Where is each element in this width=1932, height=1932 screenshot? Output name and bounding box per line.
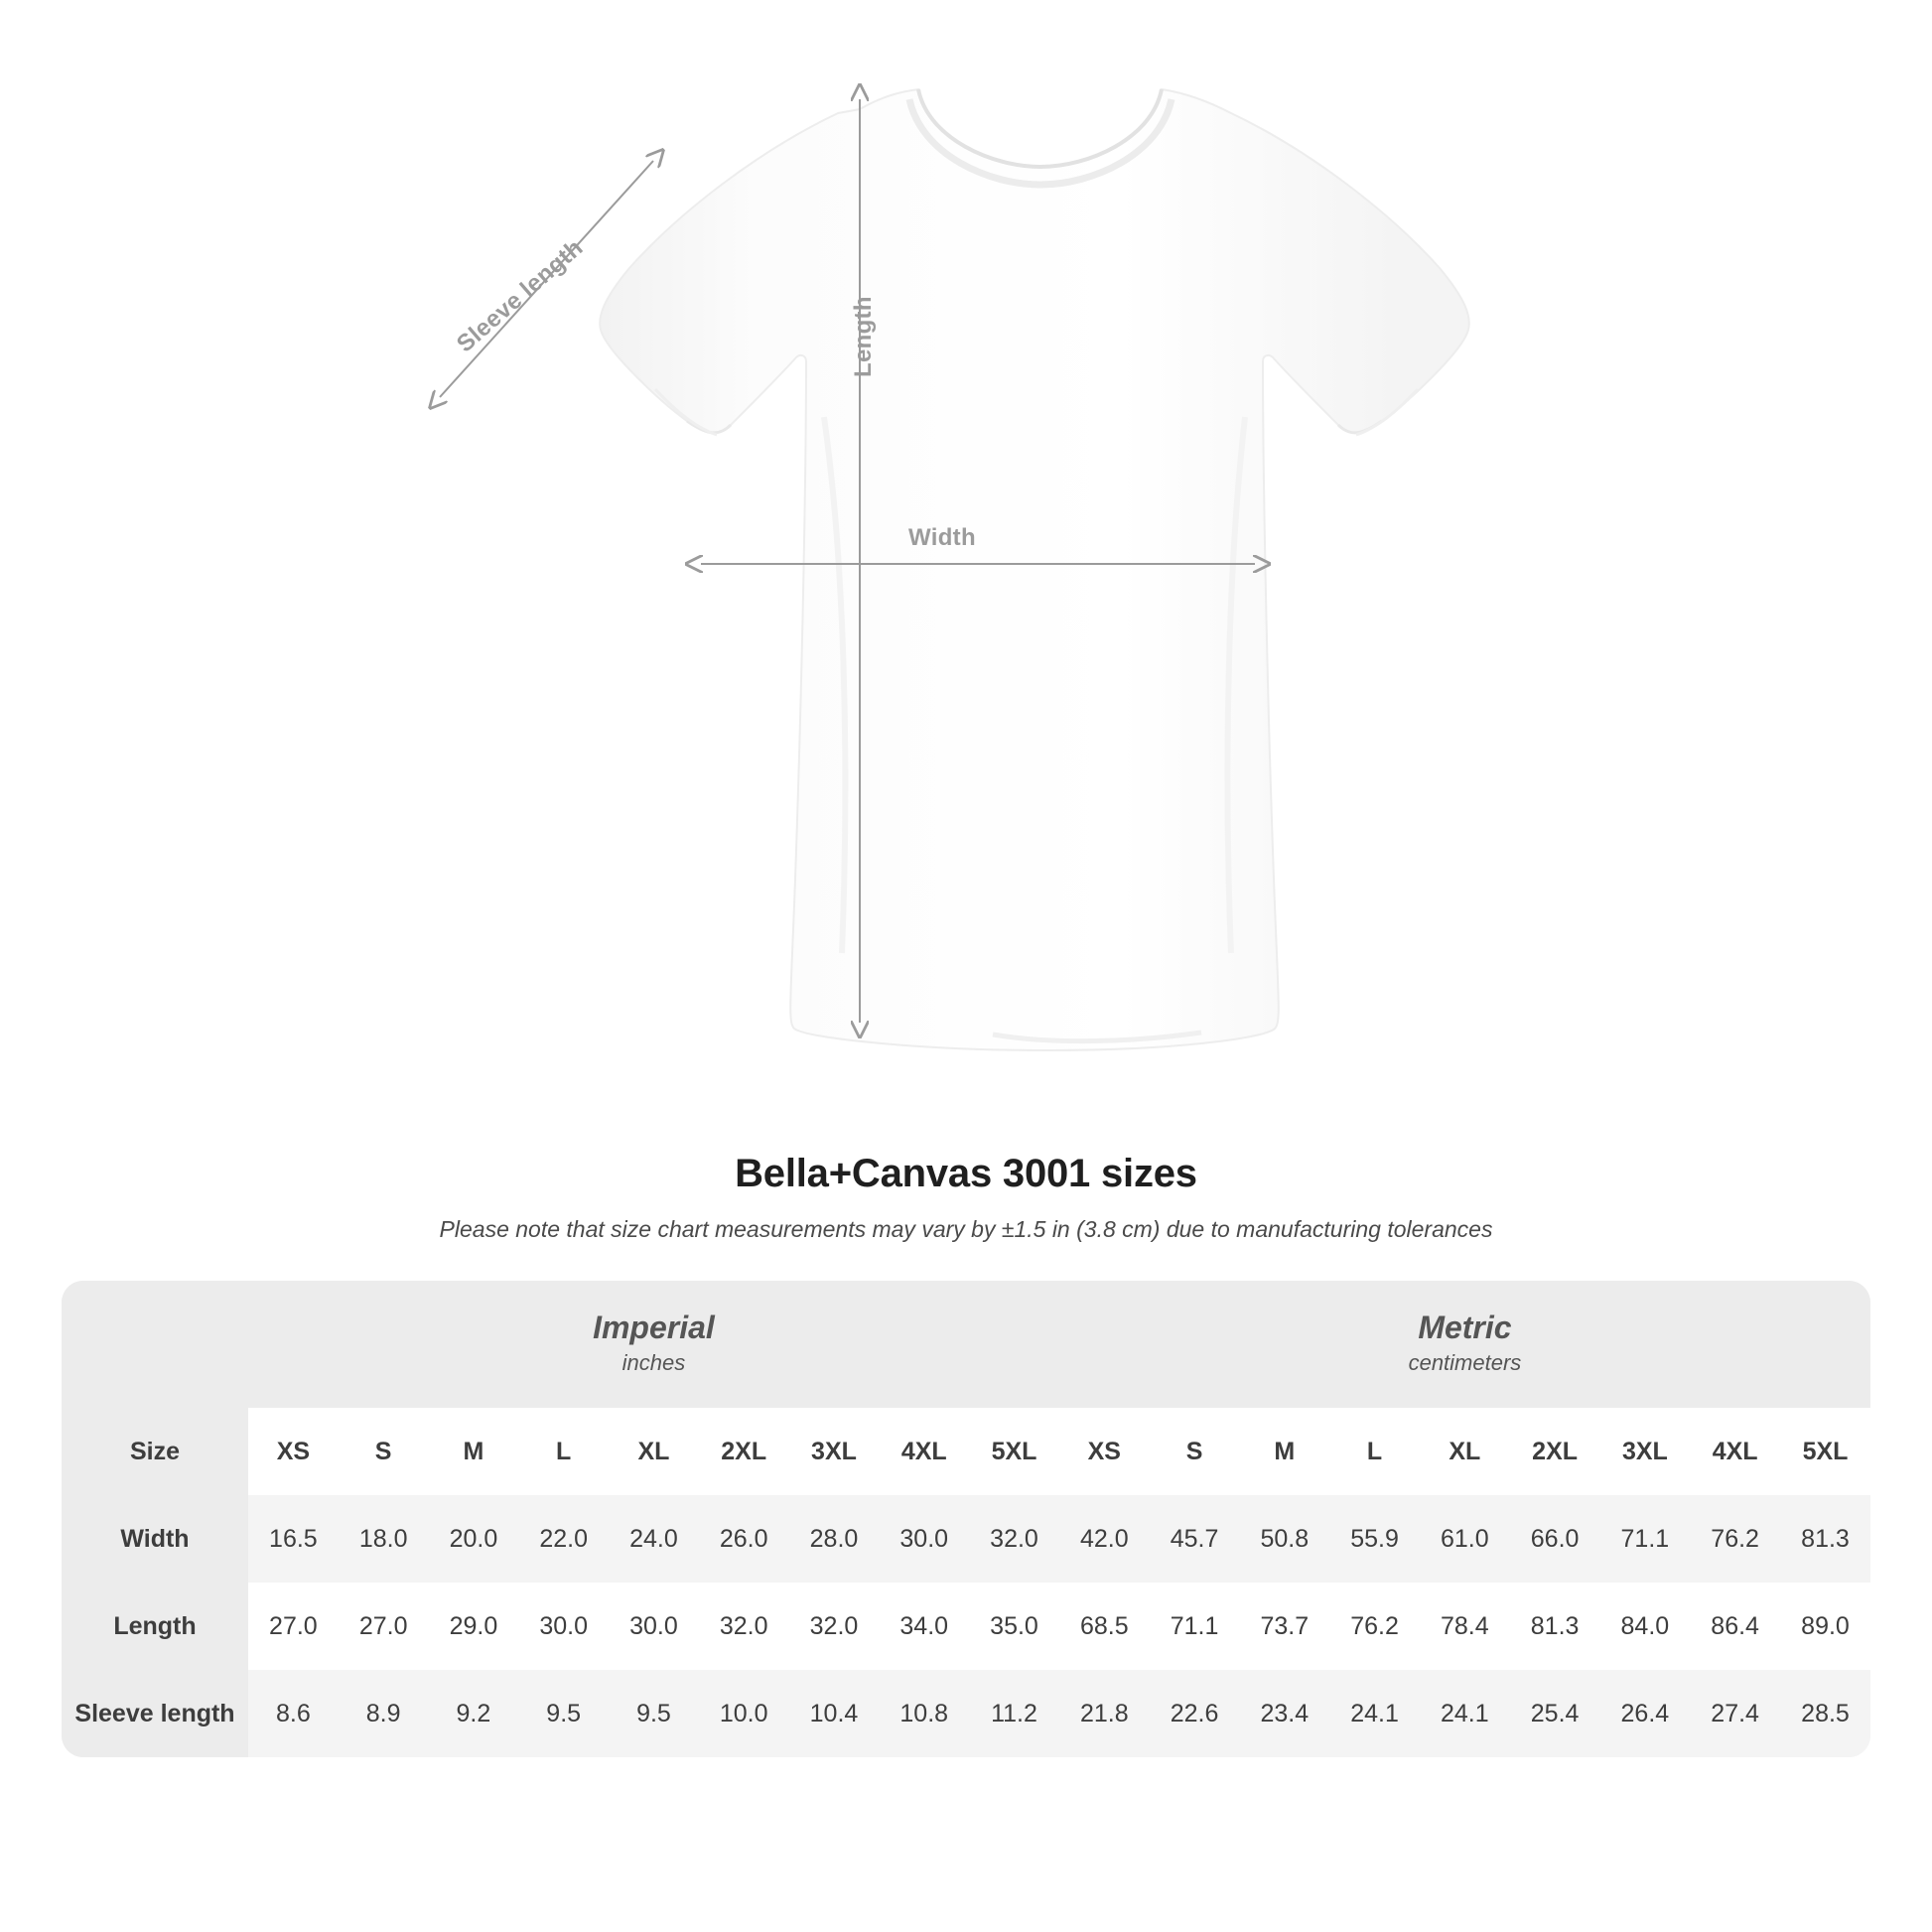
- tolerance-note: Please note that size chart measurements may vary by ±1.5 in (3.8 cm) due to manufacturing tolerances: [439, 1216, 1493, 1242]
- measurement-cell: 21.8: [1059, 1670, 1150, 1757]
- measurement-cell: 32.0: [789, 1583, 880, 1670]
- measurement-cell: 76.2: [1690, 1495, 1780, 1583]
- measurement-cell: 55.9: [1329, 1495, 1420, 1583]
- measurement-cell: 24.1: [1329, 1670, 1420, 1757]
- size-header-cell: 4XL: [879, 1408, 969, 1495]
- size-header-cell: S: [1150, 1408, 1240, 1495]
- size-header-row: [62, 1408, 1870, 1495]
- measurement-cell: 9.5: [609, 1670, 699, 1757]
- measurement-cell: 8.6: [248, 1670, 339, 1757]
- measurement-cell: 71.1: [1599, 1495, 1690, 1583]
- measurement-cell: 81.3: [1780, 1495, 1870, 1583]
- measurement-cell: 30.0: [518, 1583, 609, 1670]
- size-header-cell: 5XL: [1780, 1408, 1870, 1495]
- size-header-cell: 3XL: [789, 1408, 880, 1495]
- size-header-cell: 4XL: [1690, 1408, 1780, 1495]
- measurement-cell: 27.0: [339, 1583, 429, 1670]
- row-label: Sleeve length: [62, 1670, 248, 1757]
- measurement-cell: 26.4: [1599, 1670, 1690, 1757]
- unit-group-subtitle: inches: [621, 1350, 686, 1376]
- unit-group-imperial: [248, 1281, 1059, 1408]
- measurement-cell: 8.9: [339, 1670, 429, 1757]
- measurement-cell: 34.0: [879, 1583, 969, 1670]
- size-table-container: [62, 1281, 1870, 1757]
- sleeve-length-label: Sleeve length: [452, 233, 589, 358]
- measurement-cell: 68.5: [1059, 1583, 1150, 1670]
- measurement-cell: 78.4: [1420, 1583, 1510, 1670]
- measurement-cell: 25.4: [1510, 1670, 1600, 1757]
- length-label: Length: [850, 296, 877, 377]
- measurement-cell: 28.5: [1780, 1670, 1870, 1757]
- measurement-cell: 10.8: [879, 1670, 969, 1757]
- measurement-cell: 27.0: [248, 1583, 339, 1670]
- measurement-cell: 24.0: [609, 1495, 699, 1583]
- size-header-label: Size: [62, 1408, 248, 1495]
- unit-header-spacer: [62, 1281, 248, 1408]
- size-header-cell: L: [518, 1408, 609, 1495]
- measurement-cell: 18.0: [339, 1495, 429, 1583]
- size-header-cell: 3XL: [1599, 1408, 1690, 1495]
- size-header-cell: M: [1239, 1408, 1329, 1495]
- measurement-cell: 10.4: [789, 1670, 880, 1757]
- size-header-cell: XS: [248, 1408, 339, 1495]
- measurement-cell: 89.0: [1780, 1583, 1870, 1670]
- measurement-cell: 50.8: [1239, 1495, 1329, 1583]
- measurement-cell: 66.0: [1510, 1495, 1600, 1583]
- size-header-cell: XL: [1420, 1408, 1510, 1495]
- measurement-cell: 32.0: [969, 1495, 1059, 1583]
- table-row: [62, 1670, 1870, 1757]
- measurement-cell: 9.2: [429, 1670, 519, 1757]
- size-header-cell: 2XL: [699, 1408, 789, 1495]
- unit-header-row: [62, 1281, 1870, 1408]
- unit-group-name: Imperial: [593, 1309, 715, 1345]
- measurement-cell: 16.5: [248, 1495, 339, 1583]
- measurement-cell: 32.0: [699, 1583, 789, 1670]
- measurement-cell: 73.7: [1239, 1583, 1329, 1670]
- measurement-cell: 11.2: [969, 1670, 1059, 1757]
- size-header-cell: M: [429, 1408, 519, 1495]
- measurement-cell: 42.0: [1059, 1495, 1150, 1583]
- size-header-cell: XL: [609, 1408, 699, 1495]
- measurement-cell: 45.7: [1150, 1495, 1240, 1583]
- measurement-cell: 28.0: [789, 1495, 880, 1583]
- measurement-cell: 30.0: [609, 1583, 699, 1670]
- measurement-cell: 30.0: [879, 1495, 969, 1583]
- measurement-cell: 71.1: [1150, 1583, 1240, 1670]
- table-row: [62, 1583, 1870, 1670]
- size-header-cell: S: [339, 1408, 429, 1495]
- measurement-cell: 20.0: [429, 1495, 519, 1583]
- size-header-cell: XS: [1059, 1408, 1150, 1495]
- size-header-cell: L: [1329, 1408, 1420, 1495]
- measurement-cell: 9.5: [518, 1670, 609, 1757]
- measurement-cell: 24.1: [1420, 1670, 1510, 1757]
- measurement-cell: 76.2: [1329, 1583, 1420, 1670]
- measurement-cell: 27.4: [1690, 1670, 1780, 1757]
- row-label: Length: [62, 1583, 248, 1670]
- measurement-cell: 22.6: [1150, 1670, 1240, 1757]
- width-label: Width: [908, 524, 976, 551]
- size-header-cell: 5XL: [969, 1408, 1059, 1495]
- measurement-cell: 35.0: [969, 1583, 1059, 1670]
- unit-group-subtitle: centimeters: [1408, 1350, 1522, 1376]
- size-table: [62, 1281, 1870, 1757]
- measurement-cell: 10.0: [699, 1670, 789, 1757]
- unit-group-name: Metric: [1418, 1309, 1512, 1345]
- table-row: [62, 1495, 1870, 1583]
- measurement-cell: 86.4: [1690, 1583, 1780, 1670]
- measurement-cell: 29.0: [429, 1583, 519, 1670]
- measurement-cell: 26.0: [699, 1495, 789, 1583]
- shirt-shape: [600, 89, 1469, 1050]
- measurement-cell: 61.0: [1420, 1495, 1510, 1583]
- unit-group-metric: [1059, 1281, 1870, 1408]
- measurement-cell: 23.4: [1239, 1670, 1329, 1757]
- measurement-cell: 84.0: [1599, 1583, 1690, 1670]
- page-title: Bella+Canvas 3001 sizes: [735, 1152, 1197, 1195]
- size-header-cell: 2XL: [1510, 1408, 1600, 1495]
- row-label: Width: [62, 1495, 248, 1583]
- measurement-cell: 22.0: [518, 1495, 609, 1583]
- measurement-cell: 81.3: [1510, 1583, 1600, 1670]
